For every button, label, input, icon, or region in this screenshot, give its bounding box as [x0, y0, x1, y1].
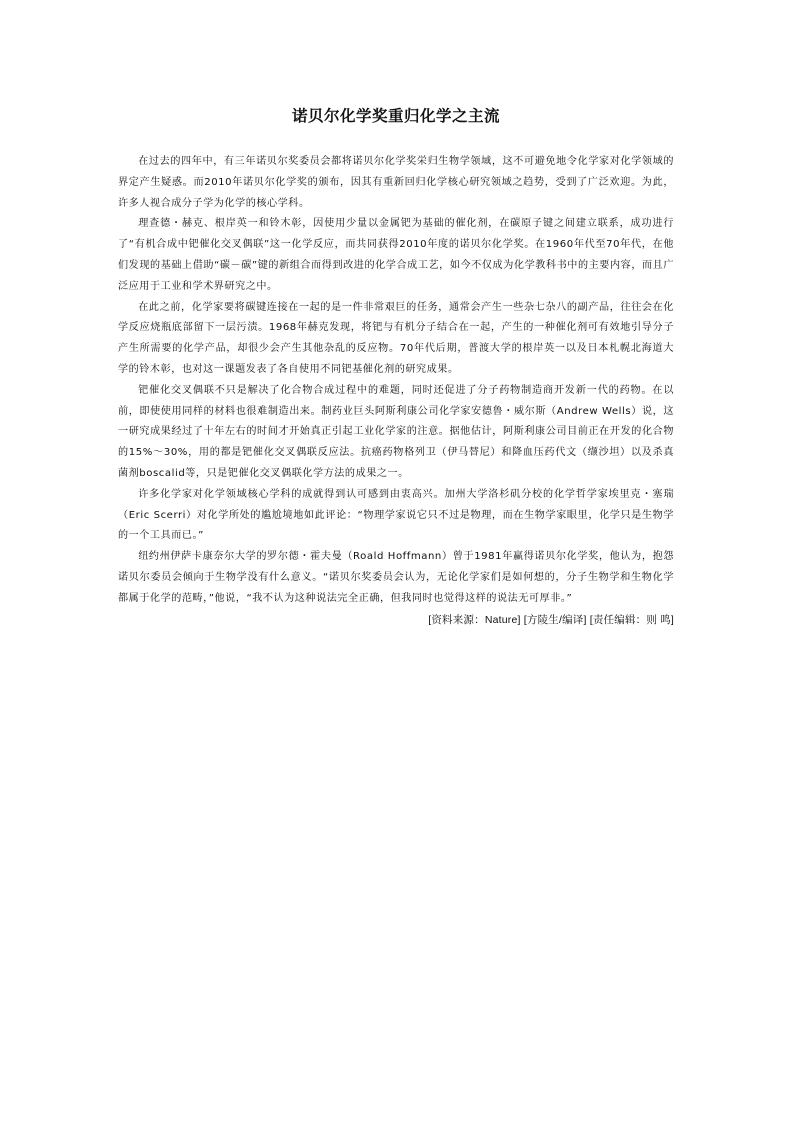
paragraph-4: 钯催化交叉偶联不只是解决了化合物合成过程中的难题，同时还促进了分子药物制造商开发新一代的药物。在以前，即使使用同样的材料也很难制造出来。制药业巨头阿斯利康公司化学家安德鲁・威尔斯（Andrew Wells）说，这一研究成果经过了十年左右的时间才开始真正引起工业化学家的注意。据他估计，阿斯利康公司目前正在开发的化合物的15%～30%，用的都是钯催化交叉偶联反应法。抗癌药物格列卫（伊马替尼）和降血压药代文（缬沙坦）以及杀真菌剂boscalid等，只是钯催化交叉偶联化学方法的成果之一。 — [118, 384, 674, 479]
paragraph-2: 理查德・赫克、根岸英一和铃木彰，因使用少量以金属钯为基础的催化剂，在碳原子键之间建立联系，成功进行了“有机合成中钯催化交叉偶联”这一化学反应，而共同获得2010年度的诺贝尔化学奖。在1960年代至70年代，在他们发现的基础上借助“碳－碳”键的新组合而得到改进的化学合成工艺，如今不仅成为化学教科书中的主要内容，而且广泛应用于工业和学术界研究之中。 — [118, 218, 674, 292]
article-title: 诺贝尔化学奖重归化学之主流 — [291, 106, 500, 125]
article-body — [118, 152, 674, 610]
article — [118, 104, 674, 630]
paragraph-3: 在此之前，化学家要将碳键连接在一起的是一件非常艰巨的任务，通常会产生一些杂七杂八的副产品，往往会在化学反应烧瓶底部留下一层污渍。1968年赫克发现，将钯与有机分子结合在一起，产生的一种催化剂可有效地引导分子产生所需要的化学产品，却很少会产生其他杂乱的反应物。70年代后期，普渡大学的根岸英一以及日本札幌北海道大学的铃木彰，也对这一课题发表了各自使用不同钯基催化剂的研究成果。 — [118, 301, 674, 375]
paragraph-1: 在过去的四年中，有三年诺贝尔奖委员会都将诺贝尔化学奖栄归生物学领域，这不可避免地令化学家对化学领域的界定产生疑惑。而2010年诺贝尔化学奖的颁布，因其有重新回归化学核心研究领域之趋势，受到了广泛欢迎。为此，许多人视合成分子学为化学的核心学科。 — [118, 156, 674, 209]
paragraph-6: 纽约州伊萨卡康奈尔大学的罗尔德・霍夫曼（Roald Hoffmann）曾于1981年赢得诺贝尔化学奖，他认为，抱怨诺贝尔委员会倾向于生物学没有什么意义。“诺贝尔奖委员会认为，无论化学家们是如何想的，分子生物学和生物化学都属于化学的范畴，”他说，“我不认为这种说法完全正确，但我同时也觉得这样的说法无可厚非。” — [118, 551, 674, 604]
paragraph-5: 许多化学家对化学领域核心学科的成就得到认可感到由衷高兴。加州大学洛杉矶分校的化学哲学家埃里克・塞瑞（Eric Scerri）对化学所处的尴尬境地如此评论：“物理学家说它只不过是物理，而在生物学家眼里，化学只是生物学的一个工具而已。” — [118, 488, 674, 542]
source-credit: [资料来源：Nature] [方陵生/编译] [责任编辑：则 鸣] — [428, 613, 674, 626]
